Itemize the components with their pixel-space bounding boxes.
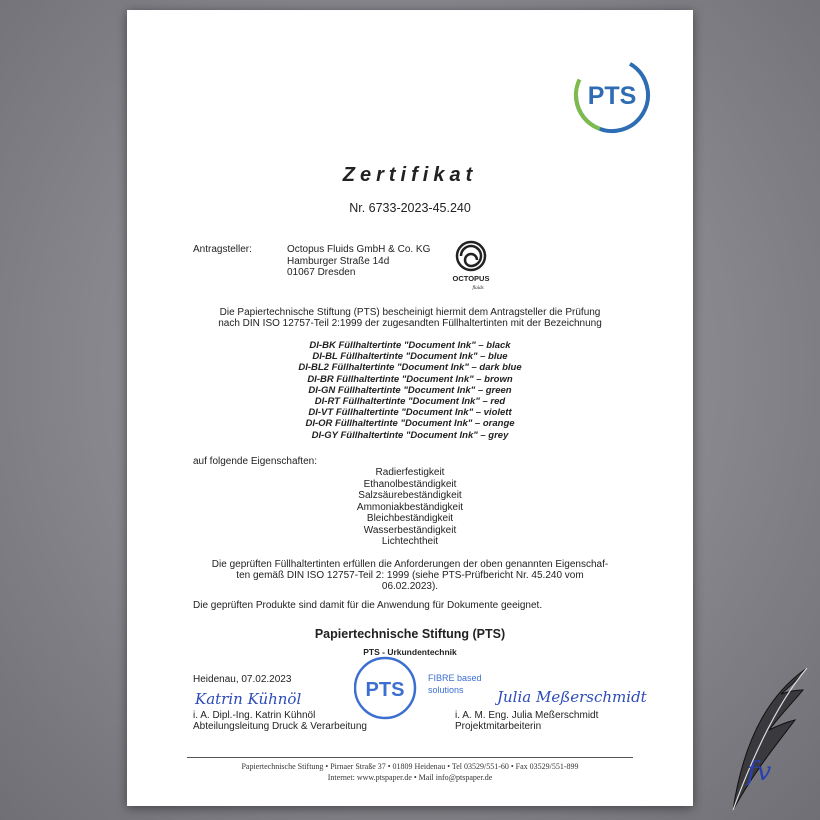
product-item: DI-BK Füllhaltertinte "Document Ink" – black [309, 340, 511, 351]
pts-logo-icon [567, 50, 657, 140]
property-item: Lichtechtheit [381, 536, 439, 547]
certificate-page [127, 10, 693, 806]
product-item: DI-GY Füllhaltertinte "Document Ink" – grey [311, 429, 509, 441]
property-item: Wasserbeständigkeit [363, 524, 457, 536]
svg-text:FIBRE based: FIBRE based [428, 673, 482, 683]
product-list [127, 340, 693, 441]
intro-paragraph [127, 307, 693, 329]
footer-divider [187, 757, 633, 758]
quill-watermark-icon [725, 660, 815, 820]
applicant-company: Octopus Fluids GmbH & Co. KG [287, 244, 431, 255]
intro-line: nach DIN ISO 12757-Teil 2:1999 der zugesandten Füllhaltertinten mit der Bezeichnung [218, 318, 602, 329]
signer-right-role: Projektmitarbeiterin [455, 721, 542, 732]
applicant-label: Antragsteller: [193, 244, 252, 255]
signature-left-icon [193, 680, 323, 712]
property-item: Ammoniakbeständigkeit [356, 501, 464, 513]
applicant-street: Hamburger Straße 14d [287, 255, 390, 267]
pts-logo-text: PTS [587, 82, 637, 110]
svg-text:fluids: fluids [472, 286, 484, 291]
product-item: DI-GN Füllhaltertinte "Document Ink" – green [308, 384, 512, 396]
intro-line: Die Papiertechnische Stiftung (PTS) bescheinigt hiermit dem Antragsteller die Prüfung [219, 307, 601, 318]
certificate-title: Zertifikat [342, 164, 478, 186]
product-item: DI-BL2 Füllhaltertinte "Document Ink" – dark blue [298, 362, 522, 374]
svg-text:OCTOPUS: OCTOPUS [452, 274, 490, 283]
signer-left-role: Abteilungsleitung Druck & Verarbeitung [193, 721, 367, 732]
applicant-city: 01067 Dresden [287, 267, 356, 278]
department-name: PTS - Urkundentechnik [363, 647, 457, 657]
organization-name: Papiertechnische Stiftung (PTS) [314, 627, 506, 641]
signer-right-name: i. A. M. Eng. Julia Meßerschmidt [455, 710, 599, 721]
property-item: Salzsäurebeständigkeit [358, 490, 462, 501]
svg-text:PTS: PTS [365, 679, 405, 701]
signature-right-icon [495, 680, 665, 712]
footer-address: Papiertechnische Stiftung • Pirnaer Straße 37 • 01809 Heidenau • Tel 03529/551-60 • Fax 03529/551-899 [241, 762, 579, 771]
footer [127, 761, 693, 783]
signer-right [455, 710, 598, 732]
svg-text:solutions: solutions [428, 685, 464, 695]
svg-text:Katrin Kühnöl: Katrin Kühnöl [195, 690, 302, 708]
properties-label: auf folgende Eigenschaften: [193, 456, 317, 467]
property-item: Ethanolbeständigkeit [363, 478, 457, 490]
suitability-statement: Die geprüften Produkte sind damit für die Anwendung für Dokumente geeignet. [193, 600, 543, 611]
certificate-number: Nr. 6733-2023-45.240 [349, 201, 471, 215]
property-item: Bleichbeständigkeit [366, 513, 454, 524]
conclusion-line: Die geprüften Füllhaltertinten erfüllen die Anforderungen der oben genannten Eigenschaf- [211, 559, 609, 570]
product-item: DI-RT Füllhaltertinte "Document Ink" – red [314, 396, 506, 408]
product-item: DI-OR Füllhaltertinte "Document Ink" – orange [305, 418, 515, 430]
product-item: DI-BR Füllhaltertinte "Document Ink" – brown [307, 373, 513, 385]
signer-left-name: i. A. Dipl.-Ing. Katrin Kühnöl [193, 710, 316, 721]
svg-text:Julia Meßerschmidt: Julia Meßerschmidt [497, 688, 647, 706]
product-item: DI-BL Füllhaltertinte "Document Ink" – blue [312, 351, 508, 363]
property-list [127, 467, 693, 548]
octopus-logo-icon [451, 240, 491, 292]
product-item: DI-VT Füllhaltertinte "Document Ink" – violett [308, 407, 512, 419]
applicant-address [287, 244, 430, 279]
conclusion-paragraph [127, 559, 693, 592]
place-date: Heidenau, 07.02.2023 [193, 674, 292, 685]
conclusion-line: 06.02.2023). [381, 581, 439, 592]
svg-text:fv: fv [747, 757, 772, 787]
signer-left [193, 710, 367, 732]
conclusion-line: ten gemäß DIN ISO 12757-Teil 2: 1999 (siehe PTS-Prüfbericht Nr. 45.240 vom [236, 570, 584, 581]
property-item: Radierfestigkeit [375, 467, 445, 478]
footer-contact: Internet: www.ptspaper.de • Mail info@ptspaper.de [327, 773, 493, 782]
